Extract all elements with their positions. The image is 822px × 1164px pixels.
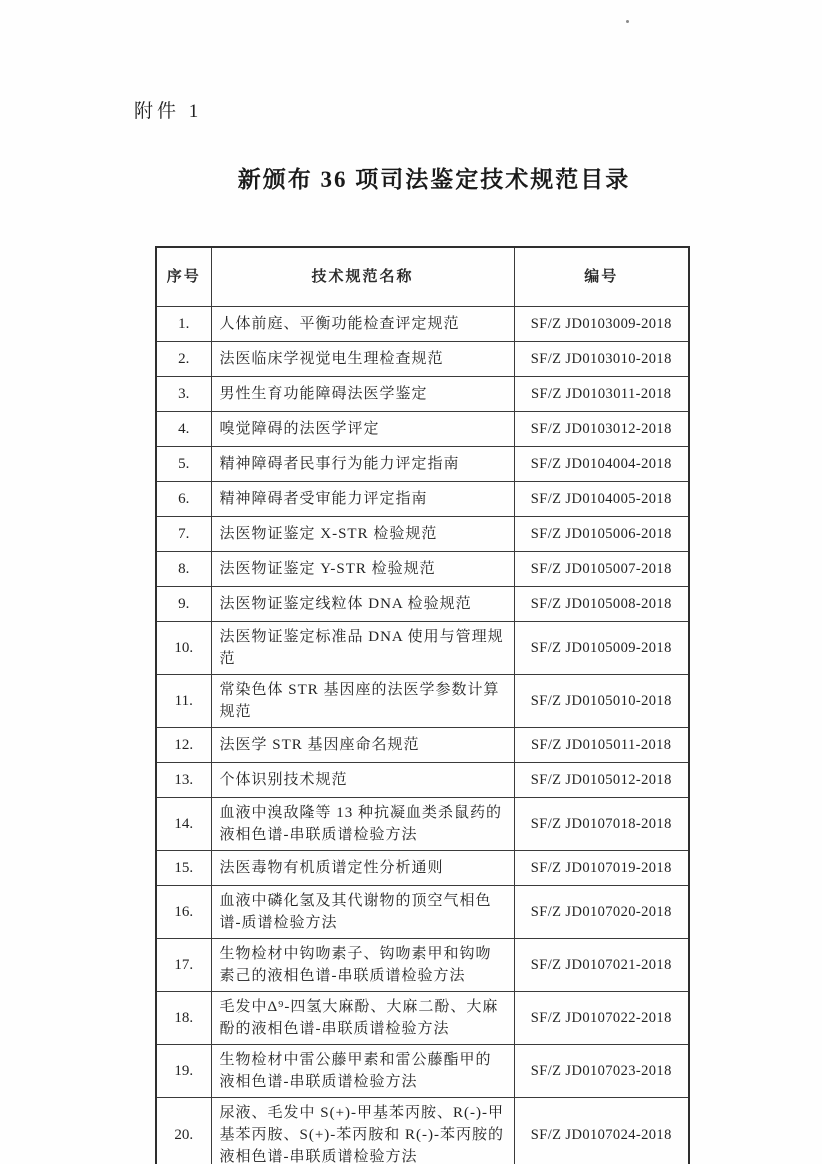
spec-code-cell: SF/Z JD0104005-2018: [514, 482, 689, 517]
spec-name-cell: 尿液、毛发中 S(+)-甲基苯丙胺、R(-)-甲基苯丙胺、S(+)-苯丙胺和 R(-)-苯丙胺的液相色谱-串联质谱检验方法: [211, 1098, 514, 1164]
spec-name-cell: 法医毒物有机质谱定性分析通则: [211, 851, 514, 886]
spec-code-cell: SF/Z JD0107019-2018: [514, 851, 689, 886]
table-row: [156, 517, 689, 552]
table-row: [156, 939, 689, 992]
spec-table: [155, 246, 690, 1164]
table-row: [156, 851, 689, 886]
spec-name-cell: 嗅觉障碍的法医学评定: [211, 412, 514, 447]
row-number-cell: 19.: [156, 1045, 211, 1098]
spec-name-cell: 法医学 STR 基因座命名规范: [211, 728, 514, 763]
spec-name-cell: 精神障碍者民事行为能力评定指南: [211, 447, 514, 482]
row-number-cell: 14.: [156, 798, 211, 851]
spec-code-cell: SF/Z JD0107020-2018: [514, 886, 689, 939]
spec-code-cell: SF/Z JD0103010-2018: [514, 342, 689, 377]
spec-code-cell: SF/Z JD0105011-2018: [514, 728, 689, 763]
row-number-cell: 15.: [156, 851, 211, 886]
table-row: [156, 992, 689, 1045]
row-number-cell: 11.: [156, 675, 211, 728]
row-number-cell: 7.: [156, 517, 211, 552]
table-row: [156, 1045, 689, 1098]
row-number-cell: 17.: [156, 939, 211, 992]
spec-code-cell: SF/Z JD0105009-2018: [514, 622, 689, 675]
table-body: [156, 307, 689, 1164]
spec-code-cell: SF/Z JD0105010-2018: [514, 675, 689, 728]
spec-code-cell: SF/Z JD0107023-2018: [514, 1045, 689, 1098]
spec-name-cell: 法医物证鉴定标准品 DNA 使用与管理规范: [211, 622, 514, 675]
table-row: [156, 307, 689, 342]
column-header-code: 编号: [514, 247, 689, 307]
table-row: [156, 587, 689, 622]
row-number-cell: 5.: [156, 447, 211, 482]
spec-name-cell: 法医物证鉴定线粒体 DNA 检验规范: [211, 587, 514, 622]
table-row: [156, 342, 689, 377]
table-row: [156, 377, 689, 412]
spec-code-cell: SF/Z JD0105008-2018: [514, 587, 689, 622]
spec-code-cell: SF/Z JD0103011-2018: [514, 377, 689, 412]
table-row: [156, 798, 689, 851]
spec-code-cell: SF/Z JD0103009-2018: [514, 307, 689, 342]
spec-code-cell: SF/Z JD0105007-2018: [514, 552, 689, 587]
spec-code-cell: SF/Z JD0105006-2018: [514, 517, 689, 552]
table-row: [156, 728, 689, 763]
spec-name-cell: 常染色体 STR 基因座的法医学参数计算规范: [211, 675, 514, 728]
spec-code-cell: SF/Z JD0107024-2018: [514, 1098, 689, 1164]
table-row: [156, 886, 689, 939]
spec-code-cell: SF/Z JD0104004-2018: [514, 447, 689, 482]
table-row: [156, 763, 689, 798]
spec-name-cell: 精神障碍者受审能力评定指南: [211, 482, 514, 517]
column-header-name: 技术规范名称: [211, 247, 514, 307]
row-number-cell: 1.: [156, 307, 211, 342]
spec-name-cell: 血液中磷化氢及其代谢物的顶空气相色谱-质谱检验方法: [211, 886, 514, 939]
scan-artifact: [626, 20, 629, 23]
spec-name-cell: 人体前庭、平衡功能检查评定规范: [211, 307, 514, 342]
spec-name-cell: 毛发中Δ⁹-四氢大麻酚、大麻二酚、大麻酚的液相色谱-串联质谱检验方法: [211, 992, 514, 1045]
spec-name-cell: 男性生育功能障碍法医学鉴定: [211, 377, 514, 412]
table-row: [156, 675, 689, 728]
row-number-cell: 16.: [156, 886, 211, 939]
spec-name-cell: 血液中溴敌隆等 13 种抗凝血类杀鼠药的液相色谱-串联质谱检验方法: [211, 798, 514, 851]
row-number-cell: 12.: [156, 728, 211, 763]
spec-name-cell: 生物检材中雷公藤甲素和雷公藤酯甲的液相色谱-串联质谱检验方法: [211, 1045, 514, 1098]
spec-name-cell: 法医物证鉴定 Y-STR 检验规范: [211, 552, 514, 587]
row-number-cell: 20.: [156, 1098, 211, 1164]
spec-code-cell: SF/Z JD0107018-2018: [514, 798, 689, 851]
table-row: [156, 482, 689, 517]
spec-code-cell: SF/Z JD0103012-2018: [514, 412, 689, 447]
row-number-cell: 2.: [156, 342, 211, 377]
column-header-no: 序号: [156, 247, 211, 307]
row-number-cell: 9.: [156, 587, 211, 622]
table-row: [156, 412, 689, 447]
table-header: [156, 247, 689, 307]
page-title: 新颁布 36 项司法鉴定技术规范目录: [237, 167, 631, 192]
table-row: [156, 622, 689, 675]
attachment-label: 附件 1: [134, 101, 203, 122]
row-number-cell: 13.: [156, 763, 211, 798]
spec-code-cell: SF/Z JD0107022-2018: [514, 992, 689, 1045]
row-number-cell: 3.: [156, 377, 211, 412]
spec-name-cell: 生物检材中钩吻素子、钩吻素甲和钩吻素己的液相色谱-串联质谱检验方法: [211, 939, 514, 992]
row-number-cell: 8.: [156, 552, 211, 587]
spec-name-cell: 个体识别技术规范: [211, 763, 514, 798]
spec-name-cell: 法医临床学视觉电生理检查规范: [211, 342, 514, 377]
row-number-cell: 18.: [156, 992, 211, 1045]
table-row: [156, 552, 689, 587]
table-header-row: [156, 247, 689, 307]
row-number-cell: 4.: [156, 412, 211, 447]
row-number-cell: 6.: [156, 482, 211, 517]
spec-code-cell: SF/Z JD0105012-2018: [514, 763, 689, 798]
table-row: [156, 447, 689, 482]
spec-code-cell: SF/Z JD0107021-2018: [514, 939, 689, 992]
table-row: [156, 1098, 689, 1164]
spec-name-cell: 法医物证鉴定 X-STR 检验规范: [211, 517, 514, 552]
row-number-cell: 10.: [156, 622, 211, 675]
